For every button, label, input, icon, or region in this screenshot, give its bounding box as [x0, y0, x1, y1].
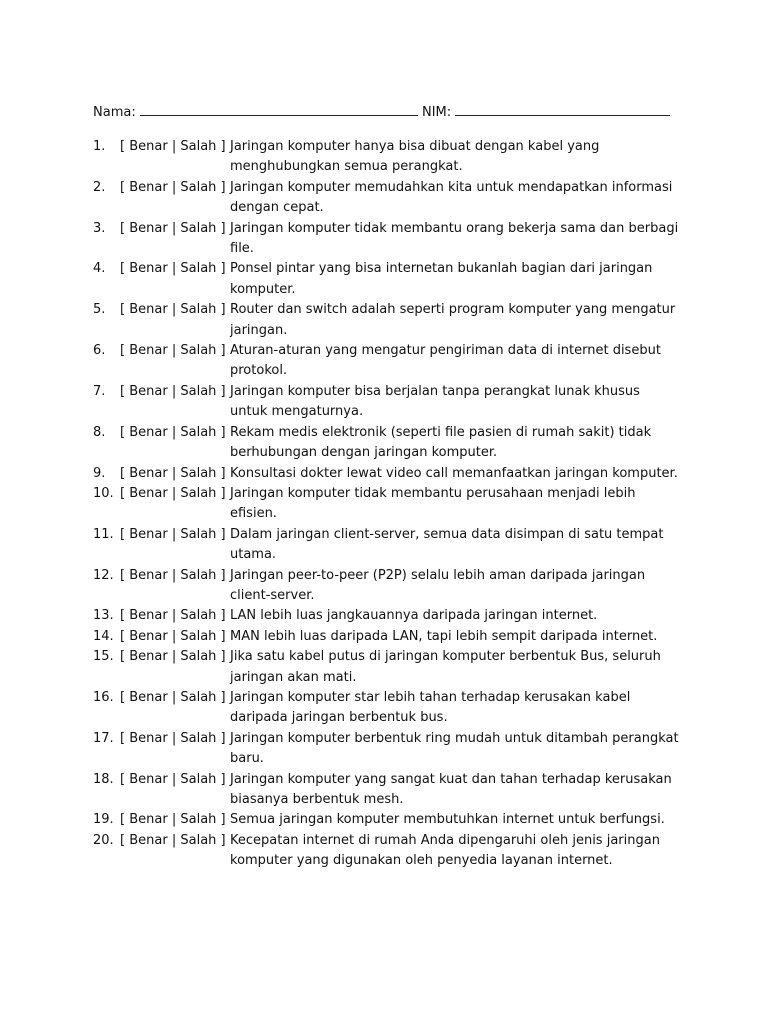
benar-salah-choice: [120, 831, 226, 851]
question-row: [93, 729, 683, 770]
bracket-close: ]: [220, 812, 226, 828]
benar-option[interactable]: Benar: [129, 832, 168, 848]
question-row: [93, 770, 683, 811]
bracket-close: ]: [220, 465, 226, 481]
question-statement: Jaringan komputer memudahkan kita untuk mendapatkan informasi dengan cepat.: [230, 179, 673, 216]
question-list: [93, 137, 683, 872]
option-separator: |: [171, 179, 177, 195]
option-separator: |: [171, 730, 177, 746]
benar-salah-choice: [120, 810, 226, 830]
option-separator: |: [171, 608, 177, 624]
question-row: [93, 137, 683, 178]
question-statement: Jaringan peer-to-peer (P2P) selalu lebih aman daripada jaringan client-server.: [230, 567, 646, 603]
bracket-close: ]: [220, 730, 226, 746]
question-row: [93, 810, 683, 830]
salah-option[interactable]: Salah: [180, 812, 217, 828]
bracket-open: [: [120, 567, 126, 583]
bracket-close: ]: [220, 608, 226, 624]
nim-label: NIM:: [421, 105, 452, 120]
question-number: 12.: [93, 567, 114, 583]
question-number: 14.: [93, 628, 114, 644]
bracket-close: ]: [220, 628, 226, 644]
bracket-close: ]: [220, 485, 226, 501]
bracket-open: [: [120, 649, 126, 665]
question-row: [93, 341, 683, 382]
benar-option[interactable]: Benar: [129, 485, 168, 501]
bracket-open: [: [120, 628, 126, 644]
question-statement: Ponsel pintar yang bisa internetan bukanlah bagian dari jaringan komputer.: [230, 261, 653, 297]
salah-option[interactable]: Salah: [180, 485, 217, 501]
option-separator: |: [171, 220, 177, 236]
salah-option[interactable]: Salah: [180, 526, 217, 542]
benar-salah-choice: [120, 647, 226, 667]
salah-option[interactable]: Salah: [180, 383, 217, 399]
bracket-close: ]: [220, 343, 226, 359]
salah-option[interactable]: Salah: [180, 343, 217, 359]
benar-salah-choice: [120, 525, 226, 545]
salah-option[interactable]: Salah: [180, 302, 217, 318]
bracket-open: [: [120, 771, 126, 787]
salah-option[interactable]: Salah: [180, 139, 217, 154]
question-number: 17.: [93, 730, 114, 746]
benar-option[interactable]: Benar: [129, 302, 168, 318]
question-statement: Jaringan komputer yang sangat kuat dan tahan terhadap kerusakan biasanya berbentuk mesh.: [230, 771, 672, 807]
benar-option[interactable]: Benar: [129, 424, 168, 440]
bracket-close: ]: [220, 261, 226, 277]
bracket-open: [: [120, 139, 126, 154]
question-statement: Kecepatan internet di rumah Anda dipengaruhi oleh jenis jaringan komputer yang digunakan oleh penyedia layanan internet.: [230, 832, 660, 869]
question-statement: Jaringan komputer tidak membantu perusahaan menjadi lebih efisien.: [230, 485, 636, 522]
salah-option[interactable]: Salah: [180, 567, 217, 583]
benar-option[interactable]: Benar: [129, 608, 168, 624]
question-row: [93, 259, 683, 300]
bracket-close: ]: [220, 649, 226, 665]
question-row: [93, 178, 683, 219]
option-separator: |: [171, 383, 177, 399]
benar-salah-choice: [120, 464, 226, 484]
question-row: [93, 566, 683, 607]
question-number: 20.: [93, 832, 114, 848]
question-number: 11.: [93, 526, 114, 542]
benar-salah-choice: [120, 566, 226, 586]
option-separator: |: [171, 771, 177, 787]
benar-salah-choice: [120, 484, 226, 504]
benar-salah-choice: [120, 627, 226, 647]
bracket-close: ]: [220, 179, 226, 195]
bracket-open: [: [120, 832, 126, 848]
salah-option[interactable]: Salah: [180, 424, 217, 440]
option-separator: |: [171, 649, 177, 665]
benar-salah-choice: [120, 688, 226, 708]
bracket-open: [: [120, 465, 126, 481]
option-separator: |: [171, 302, 177, 318]
benar-salah-choice: [120, 606, 226, 626]
bracket-close: ]: [220, 383, 226, 399]
question-row: [93, 219, 683, 260]
bracket-open: [: [120, 689, 126, 705]
benar-option[interactable]: Benar: [129, 383, 168, 399]
question-row: [93, 627, 683, 647]
question-statement: MAN lebih luas daripada LAN, tapi lebih sempit daripada internet.: [230, 628, 658, 644]
name-blank: [140, 102, 418, 116]
question-number: 18.: [93, 771, 114, 787]
benar-salah-choice: [120, 137, 226, 157]
benar-option[interactable]: Benar: [129, 628, 168, 644]
option-separator: |: [171, 485, 177, 501]
question-row: [93, 423, 683, 464]
benar-salah-choice: [120, 423, 226, 443]
bracket-close: ]: [220, 139, 226, 154]
option-separator: |: [171, 812, 177, 828]
question-number: 1.: [93, 139, 106, 154]
question-number: 2.: [93, 179, 106, 195]
salah-option[interactable]: Salah: [180, 179, 217, 195]
question-number: 9.: [93, 465, 106, 481]
question-row: [93, 300, 683, 341]
bracket-close: ]: [220, 526, 226, 542]
bracket-open: [: [120, 220, 126, 236]
question-statement: Konsultasi dokter lewat video call memanfaatkan jaringan komputer.: [230, 465, 678, 481]
salah-option[interactable]: Salah: [180, 832, 217, 848]
question-statement: Jaringan komputer berbentuk ring mudah untuk ditambah perangkat baru.: [230, 730, 679, 767]
question-row: [93, 688, 683, 729]
bracket-close: ]: [220, 567, 226, 583]
salah-option[interactable]: Salah: [180, 771, 217, 787]
benar-salah-choice: [120, 300, 226, 320]
bracket-open: [: [120, 424, 126, 440]
question-number: 8.: [93, 424, 106, 440]
salah-option[interactable]: Salah: [180, 730, 217, 746]
option-separator: |: [171, 628, 177, 644]
benar-option[interactable]: Benar: [129, 812, 168, 828]
salah-option[interactable]: Salah: [180, 220, 217, 236]
benar-option[interactable]: Benar: [129, 689, 168, 705]
salah-option[interactable]: Salah: [180, 261, 217, 277]
benar-option[interactable]: Benar: [129, 139, 168, 154]
question-number: 4.: [93, 261, 106, 277]
bracket-open: [: [120, 608, 126, 624]
name-label: Nama:: [93, 105, 136, 120]
question-number: 7.: [93, 383, 106, 399]
benar-salah-choice: [120, 219, 226, 239]
option-separator: |: [171, 261, 177, 277]
question-statement: Aturan-aturan yang mengatur pengiriman data di internet disebut protokol.: [230, 343, 661, 379]
question-statement: Rekam medis elektronik (seperti file pasien di rumah sakit) tidak berhubungan dengan jaringan komputer.: [230, 424, 652, 461]
question-statement: Dalam jaringan client-server, semua data disimpan di satu tempat utama.: [230, 526, 664, 563]
benar-option[interactable]: Benar: [129, 771, 168, 787]
option-separator: |: [171, 567, 177, 583]
bracket-open: [: [120, 730, 126, 746]
salah-option[interactable]: Salah: [180, 465, 217, 481]
benar-option[interactable]: Benar: [129, 649, 168, 665]
benar-salah-choice: [120, 382, 226, 402]
salah-option[interactable]: Salah: [180, 608, 217, 624]
question-number: 10.: [93, 485, 114, 501]
question-statement: Jika satu kabel putus di jaringan komputer berbentuk Bus, seluruh jaringan akan mati.: [230, 649, 661, 685]
question-number: 16.: [93, 689, 114, 705]
benar-option[interactable]: Benar: [129, 220, 168, 236]
question-number: 3.: [93, 220, 106, 236]
option-separator: |: [171, 343, 177, 359]
option-separator: |: [171, 526, 177, 542]
bracket-open: [: [120, 302, 126, 318]
question-number: 6.: [93, 343, 106, 359]
benar-option[interactable]: Benar: [129, 343, 168, 359]
question-statement: Jaringan komputer tidak membantu orang bekerja sama dan berbagi file.: [230, 220, 679, 257]
nim-blank: [455, 102, 670, 116]
benar-option[interactable]: Benar: [129, 567, 168, 583]
benar-salah-choice: [120, 729, 226, 749]
benar-salah-choice: [120, 178, 226, 198]
benar-option[interactable]: Benar: [129, 261, 168, 277]
question-row: [93, 606, 683, 626]
question-statement: Jaringan komputer bisa berjalan tanpa perangkat lunak khusus untuk mengaturnya.: [230, 383, 640, 420]
benar-option[interactable]: Benar: [129, 179, 168, 195]
bracket-close: ]: [220, 302, 226, 318]
student-header: [93, 102, 693, 123]
salah-option[interactable]: Salah: [180, 628, 217, 644]
option-separator: |: [171, 424, 177, 440]
bracket-close: ]: [220, 832, 226, 848]
bracket-close: ]: [220, 689, 226, 705]
question-statement: LAN lebih luas jangkauannya daripada jaringan internet.: [230, 608, 598, 624]
bracket-open: [: [120, 485, 126, 501]
question-number: 19.: [93, 812, 114, 828]
question-number: 5.: [93, 302, 106, 318]
question-statement: Router dan switch adalah seperti program komputer yang mengatur jaringan.: [230, 302, 676, 338]
question-row: [93, 382, 683, 423]
bracket-open: [: [120, 343, 126, 359]
question-row: [93, 484, 683, 525]
benar-option[interactable]: Benar: [129, 730, 168, 746]
salah-option[interactable]: Salah: [180, 689, 217, 705]
question-number: 13.: [93, 608, 114, 624]
question-row: [93, 831, 683, 872]
question-number: 15.: [93, 649, 114, 665]
bracket-close: ]: [220, 771, 226, 787]
bracket-close: ]: [220, 220, 226, 236]
option-separator: |: [171, 832, 177, 848]
option-separator: |: [171, 139, 177, 154]
question-row: [93, 647, 683, 688]
bracket-open: [: [120, 812, 126, 828]
bracket-open: [: [120, 526, 126, 542]
question-statement: Semua jaringan komputer membutuhkan internet untuk berfungsi.: [230, 812, 665, 828]
benar-salah-choice: [120, 341, 226, 361]
question-row: [93, 464, 683, 484]
bracket-open: [: [120, 261, 126, 277]
question-row: [93, 525, 683, 566]
bracket-open: [: [120, 383, 126, 399]
question-statement: Jaringan komputer star lebih tahan terhadap kerusakan kabel daripada jaringan berbentuk bus.: [230, 689, 631, 726]
salah-option[interactable]: Salah: [180, 649, 217, 665]
option-separator: |: [171, 689, 177, 705]
bracket-close: ]: [220, 424, 226, 440]
benar-salah-choice: [120, 259, 226, 279]
benar-option[interactable]: Benar: [129, 465, 168, 481]
benar-option[interactable]: Benar: [129, 526, 168, 542]
bracket-open: [: [120, 179, 126, 195]
option-separator: |: [171, 465, 177, 481]
question-statement: Jaringan komputer hanya bisa dibuat dengan kabel yang menghubungkan semua perangkat.: [230, 139, 600, 175]
benar-salah-choice: [120, 770, 226, 790]
